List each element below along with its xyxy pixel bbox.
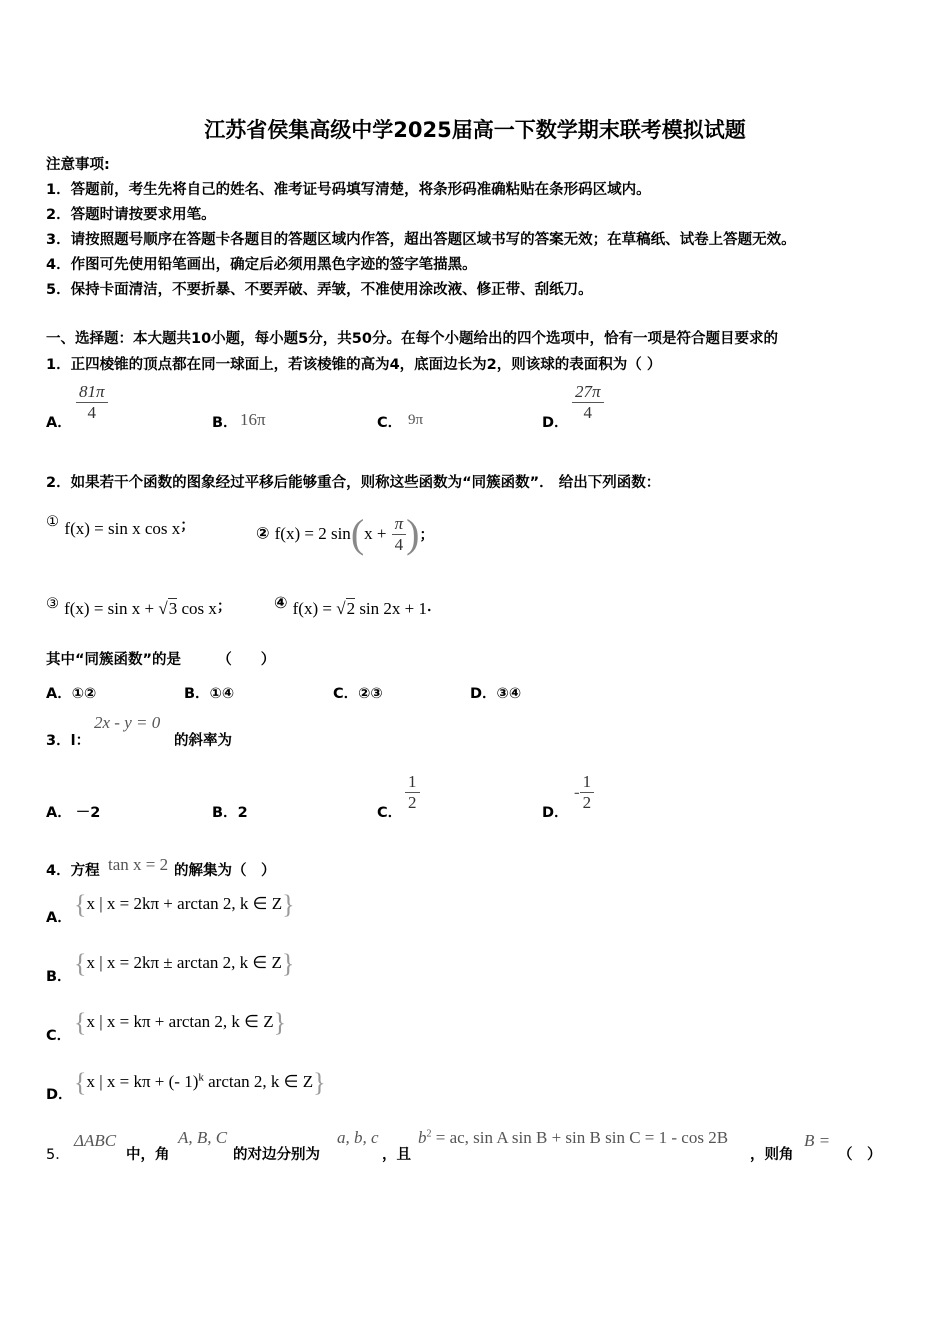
left-brace: { [74,949,87,978]
question-number: 4． [46,863,71,879]
right-brace: } [281,949,295,978]
function-3-tail: cos x [177,599,217,618]
angle-b: B = [804,1131,831,1150]
stem-text: ，则角 [750,1147,794,1163]
right-brace: } [273,1008,287,1037]
function-3-lead: f(x) = sin x + [64,599,159,618]
option-label-a: A． [46,805,72,821]
notice-item: 5．保持卡面清洁，不要折暴、不要弄破、弄皱，不准使用涂改液、修正带、刮纸刀。 [46,282,593,298]
left-brace: { [74,1008,87,1037]
option-label-a: A． [46,910,72,926]
exponent: k [198,1071,204,1084]
notice-item: 2．答题时请按要求用笔。 [46,207,216,223]
line-equation: 2x - y = 0 [94,713,161,732]
option-label-b: B． [184,686,210,702]
left-brace: { [74,1068,87,1097]
fraction-numerator: 81π [76,383,108,403]
fraction-numerator: 1 [405,773,420,793]
function-4-lead: f(x) = [292,599,337,618]
option-d-value: ③④ [496,686,522,702]
notice-heading: 注意事项: [46,157,110,173]
equation: tan x = 2 [108,855,169,874]
stem-text: 的对边分别为 [233,1147,320,1163]
function-1: f(x) = sin x cos x [64,519,181,538]
option-label-c: C． [377,415,403,431]
fraction-denominator: 2 [408,793,417,812]
angles: A, B, C [178,1128,228,1147]
option-label-a: A． [46,686,72,702]
notice-item: 4．作图可先使用铅笔画出，确定后必须用黑色字迹的签字笔描黑。 [46,257,477,273]
option-c-value: 9π [408,412,424,428]
option-b-value: 2 [237,805,248,821]
fraction-numerator: 27π [572,383,604,403]
stem-text: 中，角 [126,1147,170,1163]
option-b-value: x | x = 2kπ ± arctan 2, k ∈ Z [86,952,282,972]
option-a-fraction [76,383,108,422]
question-ask: 其中“同簇函数”的是 （ ） [46,652,276,668]
sqrt-sign: √ [336,599,346,618]
function-3-radicand: 3 [168,599,178,618]
right-brace: } [282,890,295,919]
marker-3: ③ [46,596,59,612]
function-2-arg: x + [364,524,387,543]
option-a-value: ①② [71,686,97,702]
question-stem: 的斜率为 [174,733,232,749]
option-label-c: C． [333,686,359,702]
option-label-b: B． [46,969,72,985]
condition: = ac, sin A sin B + sin B sin C = 1 - cos 2B [431,1128,729,1147]
question-stem: 如果若干个函数的图象经过平移后能够重合，则称这些函数为“同簇函数”． 给出下列函数： [70,475,661,491]
fraction-denominator: 2 [582,793,592,812]
minus-sign: - [574,782,580,802]
separator: ． [427,599,442,615]
triangle-name: ΔABC [74,1131,117,1150]
fraction-denominator: 4 [394,534,404,554]
option-label-b: B． [212,805,238,821]
exponent: 2 [426,1128,432,1140]
stem-text: ，且 [382,1147,411,1163]
left-brace: { [74,890,87,919]
page-title: 江苏省侯集高级中学2025届高一下数学期末联考模拟试题 [204,118,746,142]
fraction-numerator: π [392,515,407,535]
option-d-fraction [574,773,594,812]
line-label: l： [70,733,91,749]
marker-4: ④ [274,593,288,612]
section-heading: 一、选择题：本大题共10小题，每小题5分，共50分。在每个小题给出的四个选项中，恰有一项是符合题目要求的 [46,331,778,347]
option-a-value: －2 [75,805,101,821]
fraction-denominator: 4 [583,403,593,422]
right-paren: ) [406,511,420,556]
marker-2: ② [256,523,270,543]
question-number: 2． [46,475,71,491]
question-number: 3． [46,733,71,749]
option-d-value-tail: arctan 2, k ∈ Z [203,1071,314,1091]
separator: ； [216,599,232,615]
fraction-numerator: 1 [580,773,595,793]
question-number: 5． [46,1147,70,1163]
fraction-denominator: 4 [87,403,97,422]
question-stem-post: 的解集为（ ） [174,863,276,879]
condition-b: b [418,1128,427,1147]
separator: ； [180,518,195,534]
option-b-value: ①④ [209,686,235,702]
option-c-value: x | x = kπ + arctan 2, k ∈ Z [86,1011,274,1031]
function-2-lead: f(x) = 2 sin [274,524,351,543]
option-c-fraction [405,773,420,812]
separator: ； [419,527,434,544]
option-d-value: x | x = kπ + (- 1) [86,1071,199,1091]
option-label-d: D． [542,805,569,821]
option-b-value: 16π [240,410,266,429]
function-4-tail: sin 2x + 1 [355,599,427,618]
option-label-d: D． [470,686,497,702]
question-stem-pre: 方程 [70,863,100,879]
option-label-d: D． [542,415,569,431]
notice-item: 1．答题前，考生先将自己的姓名、准考证号码填写清楚，将条形码准确粘贴在条形码区域内。 [46,182,651,198]
notice-item: 3．请按照题号顺序在答题卡各题目的答题区域内作答，超出答题区域书写的答案无效；在草稿纸、试卷上答题无效。 [46,232,796,248]
question-stem: 正四棱锥的顶点都在同一球面上，若该棱锥的高为4，底面边长为2，则该球的表面积为（ ） [70,357,662,373]
marker-1: ① [46,514,59,530]
option-c-value: ②③ [358,686,383,702]
left-paren: ( [350,511,365,556]
option-d-fraction [572,383,604,422]
sqrt-sign: √ [158,599,168,618]
answer-paren: （ ） [838,1147,882,1163]
option-label-a: A． [46,415,72,431]
function-4-radicand: 2 [346,599,356,618]
option-label-c: C． [46,1028,72,1044]
option-label-b: B． [212,415,238,431]
sides: a, b, c [337,1128,379,1147]
option-label-c: C． [377,805,403,821]
option-label-d: D． [46,1087,73,1103]
question-number: 1． [46,357,71,373]
right-brace: } [313,1068,326,1097]
option-a-value: x | x = 2kπ + arctan 2, k ∈ Z [86,893,283,913]
